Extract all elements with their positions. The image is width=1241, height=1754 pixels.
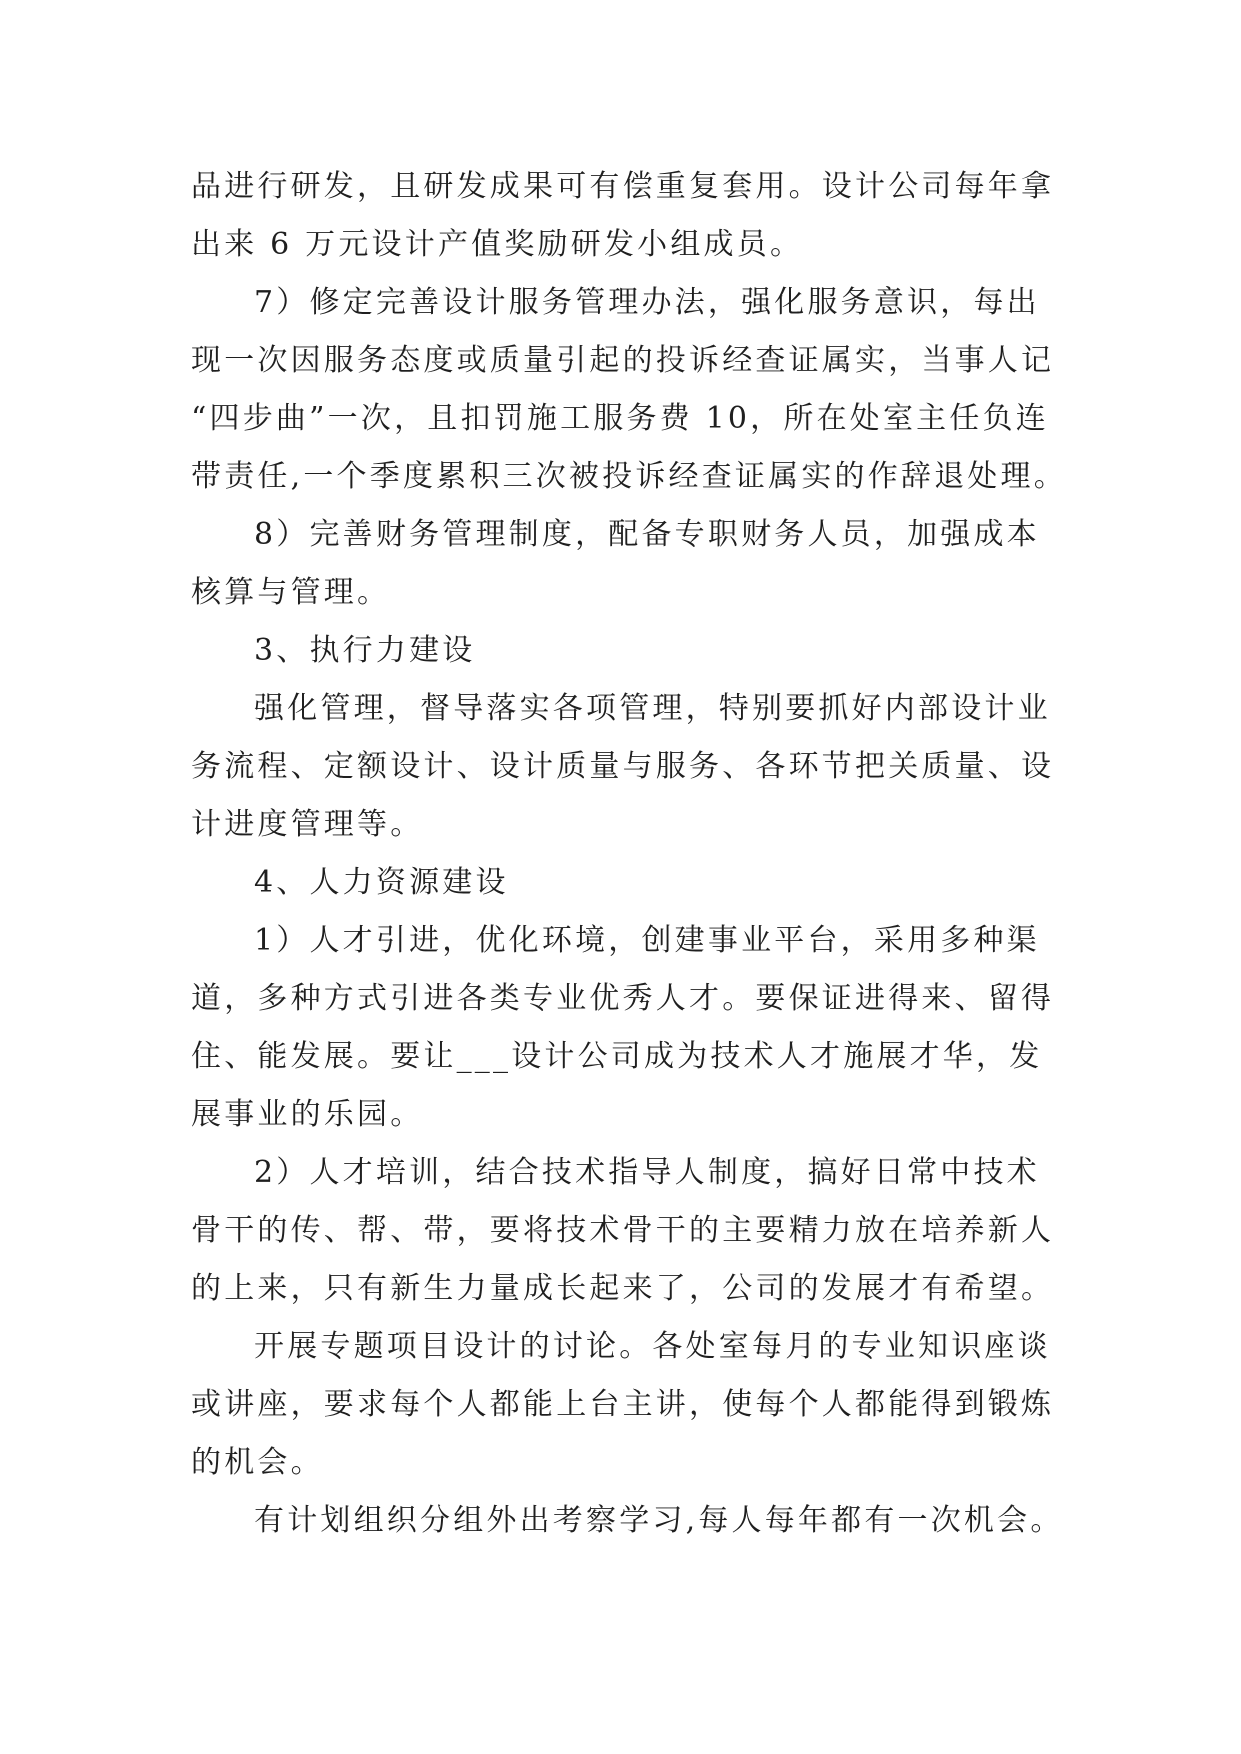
text-line: 有计划组织分组外出考察学习,每人每年都有一次机会。 (254, 1503, 1064, 1538)
text-line: 开展专题项目设计的讨论。各处室每月的专业知识座谈 (254, 1329, 1051, 1364)
text-line: 品进行研发，且研发成果可有偿重复套用。设计公司每年拿 (191, 169, 1055, 204)
text-line: 8）完善财务管理制度，配备专职财务人员，加强成本 (254, 517, 1040, 552)
text-line: 道，多种方式引进各类专业优秀人才。要保证进得来、留得 (191, 981, 1055, 1016)
section-heading: 4、人力资源建设 (254, 865, 509, 900)
text-line: 的上来，只有新生力量成长起来了，公司的发展才有希望。 (191, 1271, 1055, 1306)
text-line: 务流程、定额设计、设计质量与服务、各环节把关质量、设 (191, 749, 1055, 784)
text-line: 住、能发展。要让___设计公司成为技术人才施展才华，发 (191, 1039, 1043, 1074)
text-line: 骨干的传、帮、带，要将技术骨干的主要精力放在培养新人 (191, 1213, 1055, 1248)
text-line: 带责任,一个季度累积三次被投诉经查证属实的作辞退处理。 (191, 459, 1067, 494)
text-line: 现一次因服务态度或质量引起的投诉经查证属实，当事人记 (191, 343, 1055, 378)
text-line: “四步曲”一次，且扣罚施工服务费 10，所在处室主任负连 (191, 401, 1049, 436)
text-line: 强化管理，督导落实各项管理，特别要抓好内部设计业 (254, 691, 1051, 726)
text-line: 7）修定完善设计服务管理办法，强化服务意识，每出 (254, 285, 1040, 320)
section-heading: 3、执行力建设 (254, 633, 476, 668)
text-line: 1）人才引进，优化环境，创建事业平台，采用多种渠 (254, 923, 1040, 958)
text-line: 2）人才培训，结合技术指导人制度，搞好日常中技术 (254, 1155, 1040, 1190)
text-line: 展事业的乐园。 (191, 1097, 424, 1132)
text-line: 或讲座，要求每个人都能上台主讲，使每个人都能得到锻炼 (191, 1387, 1055, 1422)
document-body (191, 158, 1067, 1550)
text-line: 的机会。 (191, 1445, 324, 1480)
text-line: 计进度管理等。 (191, 807, 424, 842)
text-line: 出来 6 万元设计产值奖励研发小组成员。 (191, 227, 804, 262)
text-line: 核算与管理。 (191, 575, 391, 610)
